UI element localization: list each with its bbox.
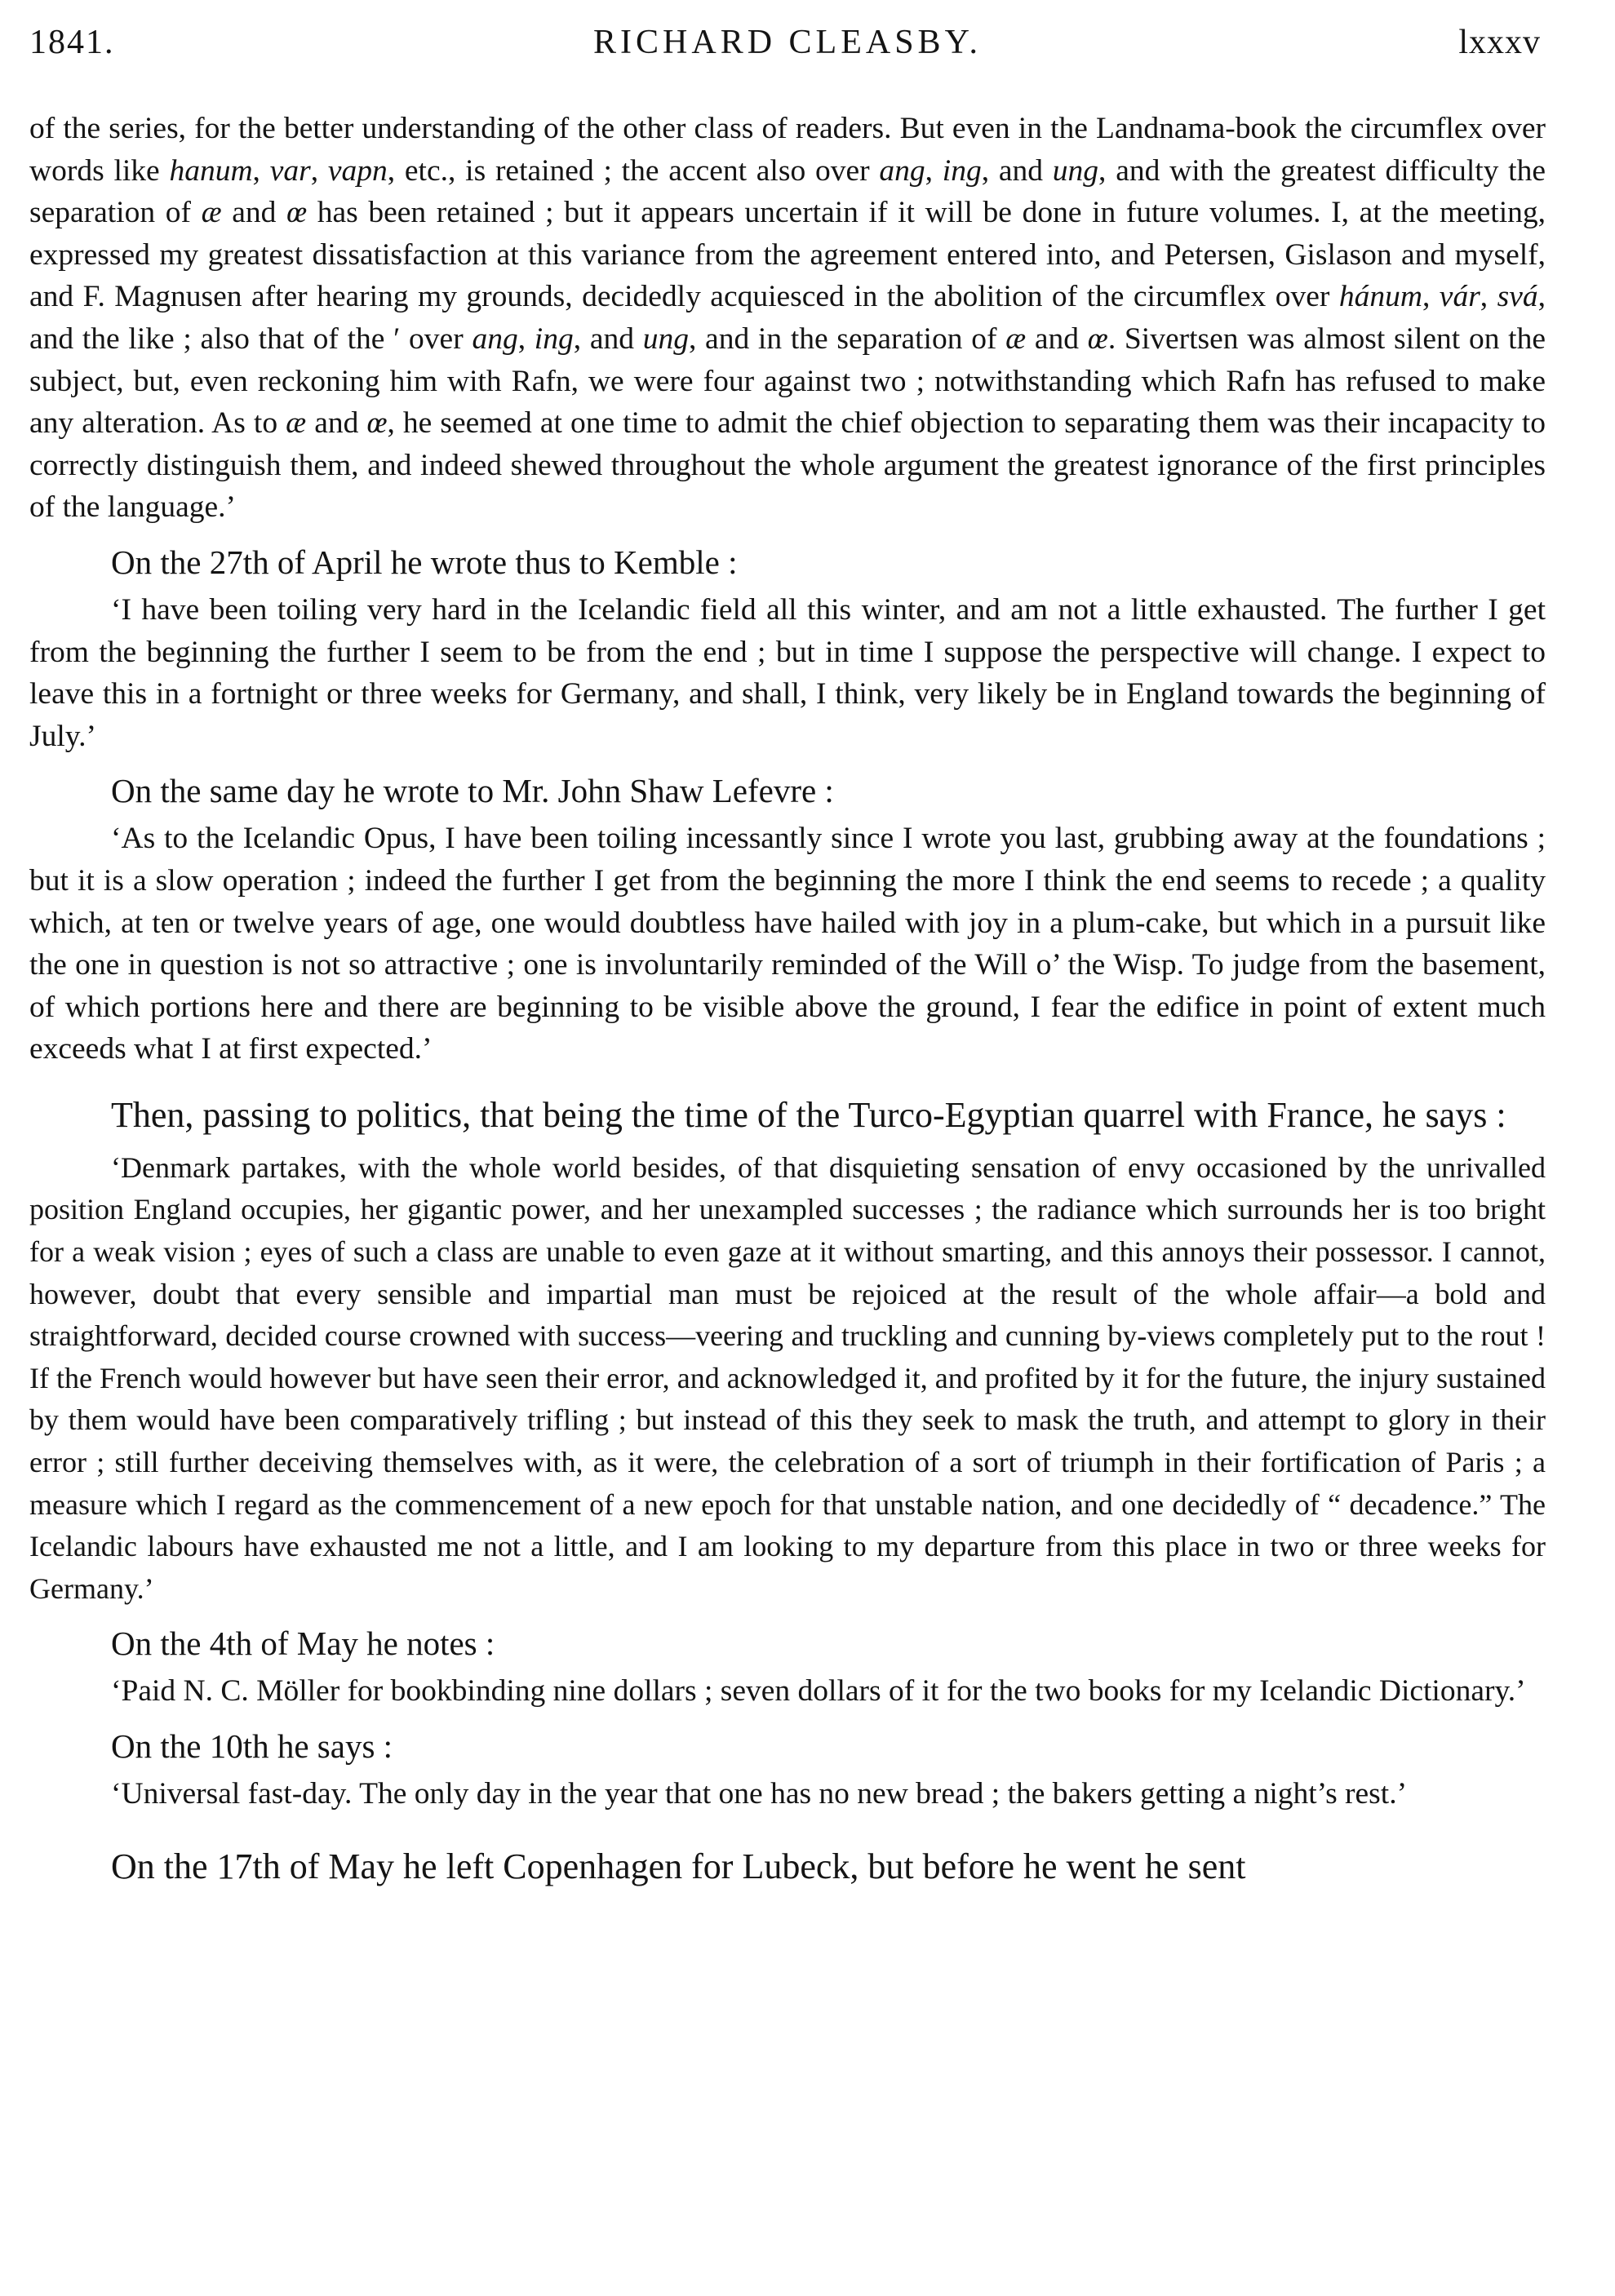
text-run: . Sivertsen was almost silent on the subject, but, even reckoning him with Rafn, we were four against two ; notwithstanding which Rafn has refused to make any alteration. As to: [29, 321, 1546, 441]
italic-word: vár: [1439, 280, 1480, 314]
page-number: lxxxv: [1458, 24, 1541, 61]
text-run: , he seemed at one time to admit the chief objection to separating them was their incapacity to correctly distinguish them, and indeed shewed throughout the whole argument the greatest ignorance of the first principles of the language.’: [29, 406, 1546, 525]
italic-word: vapn: [327, 153, 388, 188]
text-run: ,: [252, 153, 270, 188]
narrative-paragraph: On the 17th of May he left Copenhagen for Lubeck, but before he went he sent: [111, 1846, 1246, 1886]
text-run: of the series, for the better understanding of the other class of readers. But even in the Landnama-book the circumflex over words like: [29, 112, 1546, 188]
italic-word: æ: [201, 196, 222, 230]
text-run: and: [1026, 321, 1088, 356]
text-run: has been retained ; but it appears uncertain if it will be done in future volumes. I, at the meeting, expressed my greatest dissatisfaction at this variance from the agreement entered into, and Petersen, Gislason and myself, and F. Magnusen after hearing my grounds, decidedly acquiesced in the abolition of the circumflex over: [29, 196, 1546, 314]
quote-paragraph: ‘As to the Icelandic Opus, I have been toiling incessantly since I wrote you last, grubbing away at the foundations ; but it is a slow operation ; indeed the further I get from the beginning the more I think the end seems to recede ; a quality which, at ten or twelve years of age, one would doubtless have hailed with joy in a plum-cake, but which in a pursuit like the one in question is not so attractive ; one is involuntarily reminded of the Will o’ the Wisp. To judge from the basement, of which portions here and there are beginning to be visible above the ground, I fear the edifice in point of extent much exceeds what I at first expected.’: [29, 822, 1546, 1066]
italic-word: svá: [1497, 280, 1538, 314]
narrative-paragraph: On the 4th of May he notes :: [111, 1624, 495, 1663]
italic-word: œ: [286, 196, 308, 230]
italic-word: ang: [472, 321, 518, 356]
quote-paragraph-continued: [29, 108, 1546, 529]
text-run: ,: [1422, 280, 1440, 314]
text-run: , and the like ; also that of the ′ over: [29, 280, 1546, 356]
text-run: , and: [981, 153, 1053, 188]
italic-word: æ: [1005, 321, 1027, 356]
italic-word: æ: [286, 406, 307, 441]
narrative-paragraph: On the 27th of April he wrote thus to Kemble :: [111, 543, 738, 581]
italic-word: ung: [1052, 153, 1099, 188]
text-run: and: [306, 406, 367, 441]
quote-paragraph: ‘I have been toiling very hard in the Icelandic field all this winter, and am not a little exhausted. The further I get from the beginning the further I seem to be from the end ; but in time I suppose the perspective will change. I expect to leave this in a fortnight or three weeks for Germany, and shall, I think, very likely be in England towards the beginning of July.’: [29, 592, 1546, 753]
quote-paragraph: ‘Denmark partakes, with the whole world besides, of that disquieting sensation of envy occasioned by the unrivalled position England occupies, her gigantic power, and her unexampled successes ; the radiance which surrounds her is too bright for a weak vision ; eyes of such a class are unable to even gaze at it without smarting, and this annoys their possessor. I cannot, however, doubt that every sensible and impartial man must be rejoiced at the result of the whole affair—a bold and straightforward, decided course crowned with success—veering and truckling and cunning by-views completely put to the rout ! If the French would however but have seen their error, and acknowledged it, and profited by it for the future, the injury sustained by them would have been comparatively trifling ; but instead of this they seek to mask the truth, and attempt to glory in their error ; still further deceiving themselves with, as it were, the celebration of a sort of triumph in their fortification of Paris ; a measure which I regard as the commencement of a new epoch for that unstable nation, and one decidedly of “ decadence.” The Icelandic labours have exhausted me not a little, and I am looking to my departure from this place in two or three weeks for Germany.’: [29, 1150, 1546, 1605]
italic-word: œ: [1087, 321, 1108, 356]
running-head-title: RICHARD CLEASBY.: [593, 24, 982, 61]
narrative-paragraph: Then, passing to politics, that being the time of the Turco-Egyptian quarrel with France, he says :: [111, 1094, 1506, 1135]
text-run: ,: [1480, 280, 1497, 314]
text-run: , and: [573, 321, 643, 356]
italic-word: hanum: [169, 153, 253, 188]
narrative-paragraph: On the 10th he says :: [111, 1727, 393, 1765]
text-run: ,: [310, 153, 328, 188]
quote-paragraph: ‘Universal fast-day. The only day in the year that one has no new bread ; the bakers getting a night’s rest.’: [111, 1777, 1408, 1811]
italic-word: var: [269, 153, 311, 188]
text-run: , and with the greatest difficulty the separation of: [29, 153, 1546, 230]
running-head: [29, 18, 1546, 67]
italic-word: ang: [879, 153, 925, 188]
quote-paragraph: ‘Paid N. C. Möller for bookbinding nine dollars ; seven dollars of it for the two books for my Icelandic Dictionary.’: [111, 1674, 1526, 1709]
text-run: , and in the separation of: [688, 321, 1006, 356]
body-text: [29, 108, 1546, 1899]
italic-word: ing: [534, 321, 574, 356]
narrative-paragraph: On the same day he wrote to Mr. John Shaw Lefevre :: [111, 772, 834, 810]
running-head-year: 1841.: [29, 24, 115, 61]
text-run: and: [221, 196, 287, 230]
text-run: , etc., is retained ; the accent also over: [387, 153, 880, 188]
text-run: ,: [517, 321, 535, 356]
italic-word: ung: [642, 321, 689, 356]
italic-word: ing: [942, 153, 982, 188]
italic-word: hánum: [1338, 280, 1422, 314]
italic-word: œ: [366, 406, 388, 441]
text-run: ,: [925, 153, 943, 188]
